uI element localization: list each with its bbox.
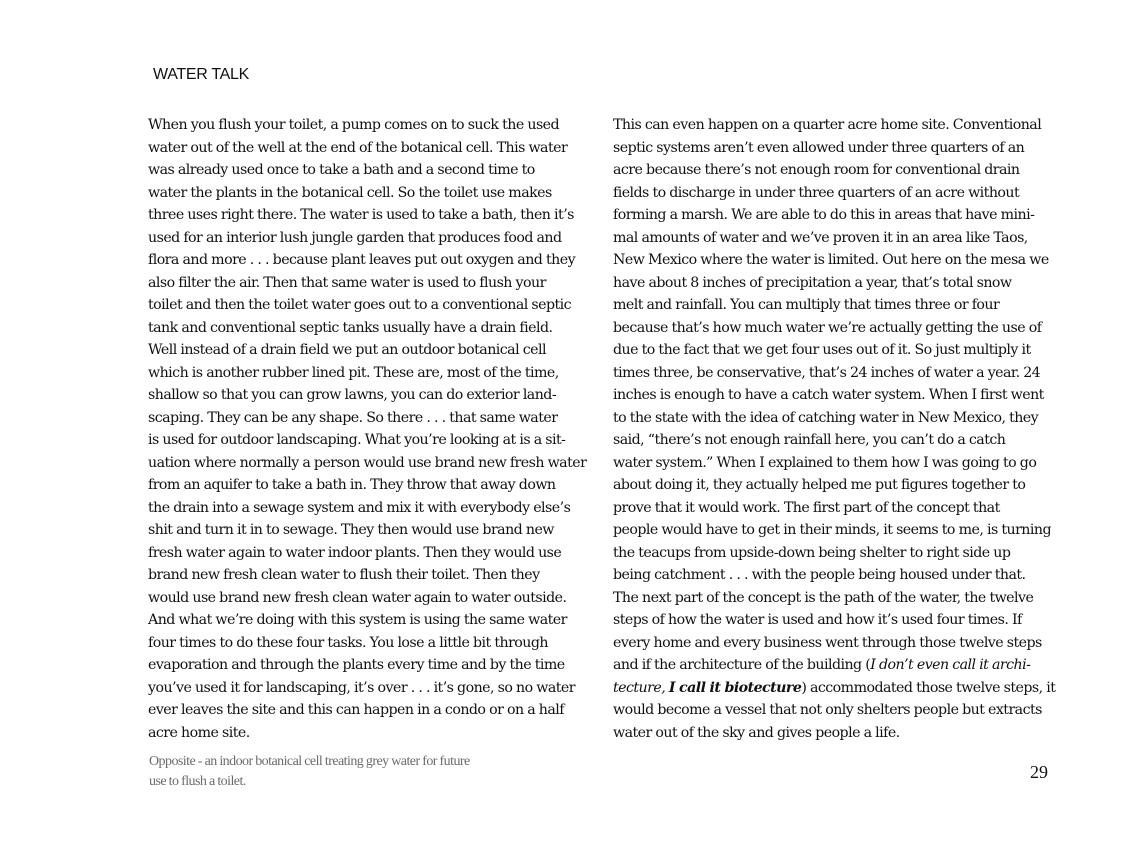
text-line: fresh water again to water indoor plants. Then they would use xyxy=(148,544,562,561)
text-line: ever leaves the site and this can happen in a condo or on a half xyxy=(148,702,564,718)
text-line: you’ve used it for landscaping, it’s over . . . it’s gone, so no water xyxy=(148,679,575,696)
text-line: would become a vessel that not only shelters people but extracts xyxy=(613,702,1042,718)
text-line: evaporation and through the plants every time and by the time xyxy=(148,657,565,673)
text-line: would use brand new fresh clean water again to water outside. xyxy=(148,589,567,606)
text-line: people would have to get in their minds, it seems to me, is turning xyxy=(613,522,1051,538)
section-title: WATER TALK xyxy=(153,66,249,83)
text-line: scaping. They can be any shape. So there . . . that same water xyxy=(148,409,558,426)
text-line: times three, be conservative, that’s 24 inches of water a year. 24 xyxy=(613,364,1041,381)
text-line: flora and more . . . because plant leaves put out oxygen and they xyxy=(148,252,576,268)
text-line: shallow so that you can grow lawns, you can do exterior land- xyxy=(148,387,557,403)
text-line: prove that it would work. The first part of the concept that xyxy=(613,499,1000,516)
text-line: being catchment . . . with the people being housed under that. xyxy=(613,567,1026,583)
caption-line: Opposite - an indoor botanical cell treating grey water for future xyxy=(149,754,470,769)
text-line: septic systems aren’t even allowed under three quarters of an xyxy=(613,139,1025,156)
text-line: acre because there’s not enough room for conventional drain xyxy=(613,162,1020,178)
text-line: the drain into a sewage system and mix it with everybody else’s xyxy=(148,499,571,516)
text-line: have about 8 inches of precipitation a year, that’s total snow xyxy=(613,274,1012,291)
italic-aside: tecture, xyxy=(613,679,669,696)
text-line: and if the architecture of the building (I don’t even call it archi- xyxy=(613,657,1031,673)
text-line: said, “there’s not enough rainfall here, you can’t do a catch xyxy=(613,432,1006,448)
text-line: because that’s how much water we’re actually getting the use of xyxy=(613,319,1042,336)
text-line: used for an interior lush jungle garden that produces food and xyxy=(148,229,562,246)
text-line: tank and conventional septic tanks usually have a drain field. xyxy=(148,319,553,336)
text-line: melt and rainfall. You can multiply that times three or four xyxy=(613,297,1000,313)
text-line: about doing it, they actually helped me put figures together to xyxy=(613,477,1026,493)
text-line: which is another rubber lined pit. These are, most of the time, xyxy=(148,364,559,381)
right-column-text xyxy=(613,114,1056,744)
page-number: 29 xyxy=(1030,762,1048,782)
text-line: water out of the well at the end of the botanical cell. This water xyxy=(148,139,568,156)
text-line: is used for outdoor landscaping. What you’re looking at is a sit- xyxy=(148,432,566,448)
text-line: water out of the sky and gives people a life. xyxy=(613,724,900,741)
text-line: New Mexico where the water is limited. Out here on the mesa we xyxy=(613,252,1049,268)
text-line: also filter the air. Then that same water is used to flush your xyxy=(148,274,546,291)
emphasis-biotecture: I call it biotecture xyxy=(668,679,802,696)
text-line: the teacups from upside-down being shelter to right side up xyxy=(613,544,1011,561)
text-line: uation where normally a person would use brand new fresh water xyxy=(148,454,587,471)
text-line: This can even happen on a quarter acre home site. Conventional xyxy=(613,117,1042,133)
text-line: When you flush your toilet, a pump comes on to suck the used xyxy=(148,117,560,133)
text-line: forming a marsh. We are able to do this in areas that have mini- xyxy=(613,207,1035,223)
text-line: four times to do these four tasks. You lose a little bit through xyxy=(148,634,548,651)
text-line: inches is enough to have a catch water system. When I first went xyxy=(613,387,1044,403)
text-line: every home and every business went through those twelve steps xyxy=(613,634,1042,651)
left-column-text xyxy=(148,114,587,744)
text-line: tecture, I call it biotecture) accommodated those twelve steps, it xyxy=(613,679,1056,696)
text-line: mal amounts of water and we’ve proven it in an area like Taos, xyxy=(613,229,1028,246)
text-line: water the plants in the botanical cell. So the toilet use makes xyxy=(148,184,552,201)
text-line: was already used once to take a bath and a second time to xyxy=(148,162,535,178)
text-line: brand new fresh clean water to flush their toilet. Then they xyxy=(148,567,540,583)
photo-caption xyxy=(149,752,569,792)
text-line: Well instead of a drain field we put an outdoor botanical cell xyxy=(148,342,546,358)
text-line: And what we’re doing with this system is using the same water xyxy=(148,612,567,628)
text-line: to the state with the idea of catching water in New Mexico, they xyxy=(613,409,1039,426)
text-line: three uses right there. The water is used to take a bath, then it’s xyxy=(148,207,574,223)
text-line: steps of how the water is used and how it’s used four times. If xyxy=(613,612,1022,628)
text-line: fields to discharge in under three quarters of an acre without xyxy=(613,184,1020,201)
text-line: toilet and then the toilet water goes out to a conventional septic xyxy=(148,297,572,313)
text-line: The next part of the concept is the path of the water, the twelve xyxy=(613,589,1034,606)
italic-aside: I don’t even call it archi- xyxy=(870,657,1031,673)
caption-line: use to flush a toilet. xyxy=(149,774,246,789)
text-line: from an aquifer to take a bath in. They throw that away down xyxy=(148,477,556,493)
text-line: due to the fact that we get four uses out of it. So just multiply it xyxy=(613,342,1031,358)
text-line: water system.” When I explained to them how I was going to go xyxy=(613,454,1037,471)
text-line: acre home site. xyxy=(148,724,250,741)
text-line: shit and turn it in to sewage. They then would use brand new xyxy=(148,522,554,538)
